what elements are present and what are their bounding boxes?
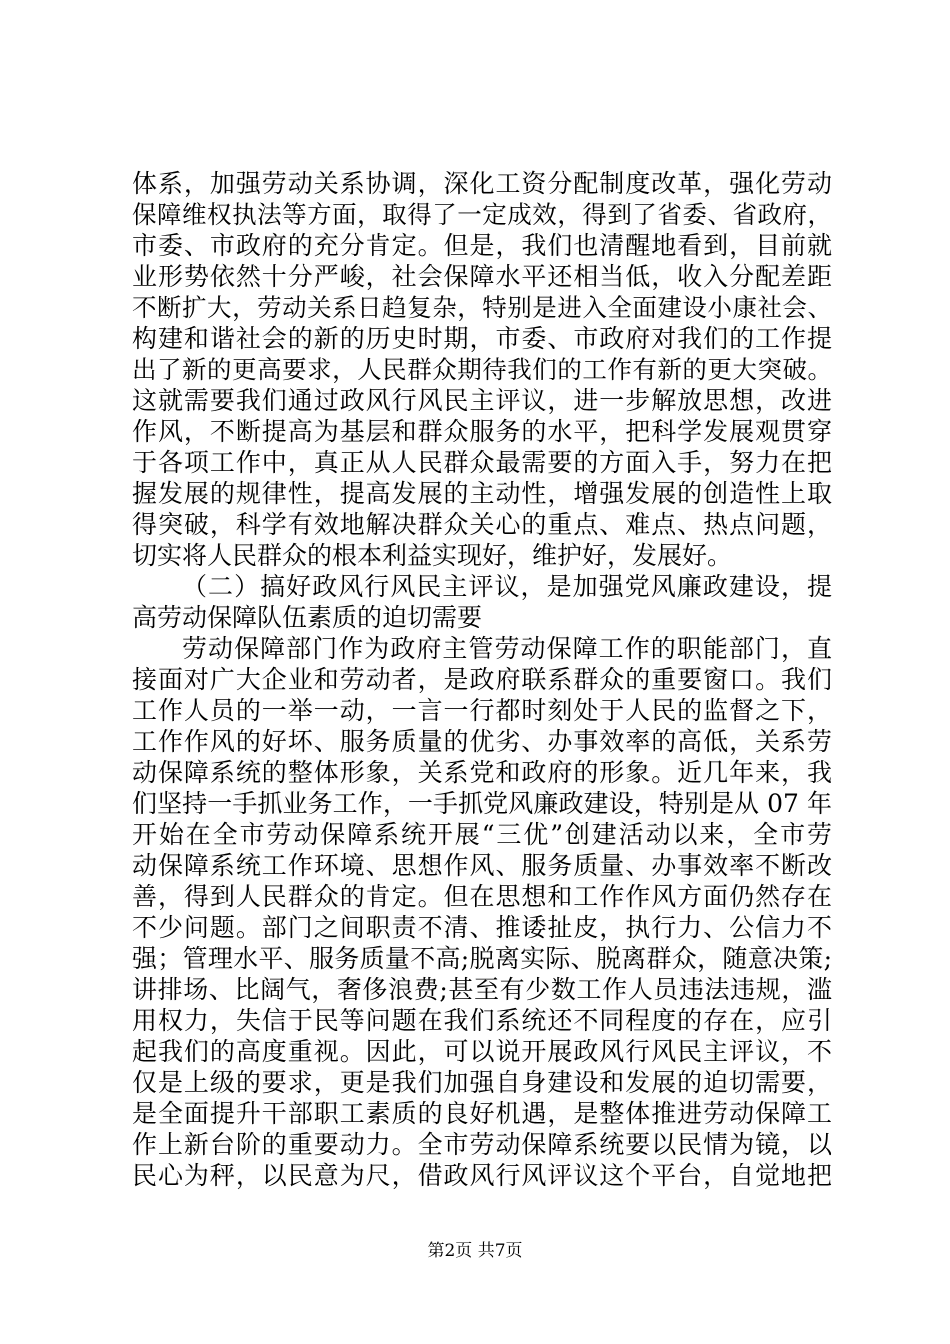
text-line: 出了新的更高要求，人民群众期待我们的工作有新的更大突破。 bbox=[132, 355, 832, 384]
text-line: 仅是上级的要求，更是我们加强自身建设和发展的迫切需要， bbox=[132, 1068, 832, 1097]
text-line: 接面对广大企业和劳动者，是政府联系群众的重要窗口。我们 bbox=[132, 665, 832, 694]
text-line: 构建和谐社会的新的历史时期，市委、市政府对我们的工作提 bbox=[132, 324, 832, 353]
text-line: 业形势依然十分严峻，社会保障水平还相当低，收入分配差距 bbox=[132, 262, 832, 291]
text-line: 市委、市政府的充分肯定。但是，我们也清醒地看到，目前就 bbox=[132, 231, 832, 260]
text-line: 工作作风的好坏、服务质量的优劣、办事效率的高低，关系劳 bbox=[132, 727, 832, 756]
section-heading-line: 高劳动保障队伍素质的迫切需要 bbox=[132, 603, 483, 632]
text-line: 于各项工作中，真正从人民群众最需要的方面入手，努力在把 bbox=[132, 448, 832, 477]
text-line: 作风，不断提高为基层和群众服务的水平，把科学发展观贯穿 bbox=[132, 417, 832, 446]
text-line: 开始在全市劳动保障系统开展“三优”创建活动以来，全市劳 bbox=[132, 820, 832, 849]
text-line: 体系，加强劳动关系协调，深化工资分配制度改革，强化劳动 bbox=[132, 169, 832, 198]
text-line: 得突破，科学有效地解决群众关心的重点、难点、热点问题， bbox=[132, 510, 832, 539]
text-line: 切实将人民群众的根本利益实现好，维护好，发展好。 bbox=[132, 541, 733, 570]
text-line: 不断扩大，劳动关系日趋复杂，特别是进入全面建设小康社会、 bbox=[132, 293, 832, 322]
text-line: 们坚持一手抓业务工作，一手抓党风廉政建设，特别是从 07 年 bbox=[132, 789, 832, 818]
text-line: 动保障系统工作环境、思想作风、服务质量、办事效率不断改 bbox=[132, 851, 832, 880]
text-line: 用权力，失信于民等问题在我们系统还不同程度的存在，应引 bbox=[132, 1006, 832, 1035]
text-line: 民心为秤，以民意为尺，借政风行风评议这个平台，自觉地把 bbox=[132, 1161, 832, 1190]
text-line: 握发展的规律性，提高发展的主动性，增强发展的创造性上取 bbox=[132, 479, 832, 508]
text-line: 是全面提升干部职工素质的良好机遇，是整体推进劳动保障工 bbox=[132, 1099, 832, 1128]
text-line: 不少问题。部门之间职责不清、推诿扯皮，执行力、公信力不 bbox=[132, 913, 832, 942]
page-footer: 第2页 共7页 bbox=[427, 1241, 523, 1261]
text-line: 作上新台阶的重要动力。全市劳动保障系统要以民情为镜，以 bbox=[132, 1130, 832, 1159]
text-line: 保障维权执法等方面，取得了一定成效，得到了省委、省政府， bbox=[132, 200, 832, 229]
text-line: 劳动保障部门作为政府主管劳动保障工作的职能部门，直 bbox=[182, 634, 832, 663]
text-line: 讲排场、比阔气，奢侈浪费;甚至有少数工作人员违法违规，滥 bbox=[132, 975, 832, 1004]
text-line: 动保障系统的整体形象，关系党和政府的形象。近几年来，我 bbox=[132, 758, 832, 787]
text-line: 工作人员的一举一动，一言一行都时刻处于人民的监督之下， bbox=[132, 696, 832, 725]
body-text bbox=[132, 168, 832, 1191]
text-line: 善，得到人民群众的肯定。但在思想和工作作风方面仍然存在 bbox=[132, 882, 832, 911]
text-line: 这就需要我们通过政风行风民主评议，进一步解放思想，改进 bbox=[132, 386, 832, 415]
text-line: 强；管理水平、服务质量不高;脱离实际、脱离群众，随意决策; bbox=[132, 944, 832, 973]
section-heading-line: （二）搞好政风行风民主评议，是加强党风廉政建设，提 bbox=[182, 572, 832, 601]
text-line: 起我们的高度重视。因此，可以说开展政风行风民主评议，不 bbox=[132, 1037, 832, 1066]
